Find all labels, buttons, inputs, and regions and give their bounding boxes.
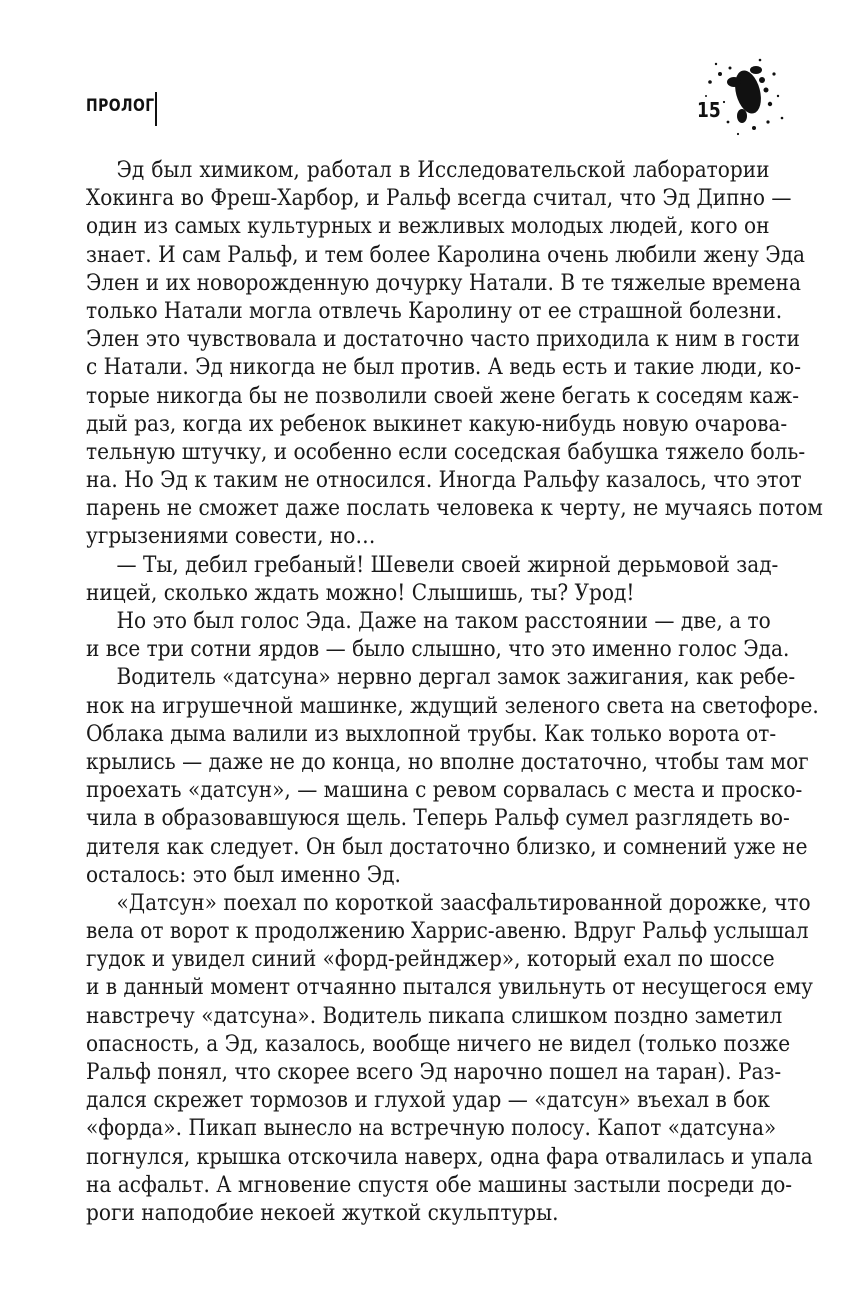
text-line: Эд был химиком, работал в Исследовательской лаборатории [116,157,770,183]
text-line: с Натали. Эд никогда не был против. А ведь есть и такие люди, ко- [86,354,801,381]
text-line: дался скрежет тормозов и глухой удар — «датсун» въехал в бок [86,1087,770,1114]
text-line: гудок и увидел синий «форд-рейнджер», который ехал по шоссе [86,946,775,973]
text-line: крылись — даже не до конца, но вполне достаточно, чтобы там мог [86,748,809,775]
text-line: парень не сможет даже послать человека к черту, не мучаясь потом [86,495,823,522]
text-line: роги наподобие некоей жуткой скульптуры. [86,1199,559,1226]
text-line: вела от ворот к продолжению Харрис-авеню. Вдруг Ральф услышал [86,918,809,945]
text-line: дый раз, когда их ребенок выкинет какую-нибудь новую очарова- [86,410,788,437]
text-line: навстречу «датсуна». Водитель пикапа слишком поздно заметил [86,1002,783,1029]
text-line: один из самых культурных и вежливых молодых людей, кого он [86,213,770,240]
text-line: Облака дыма валили из выхлопной трубы. Как только ворота от- [86,720,777,747]
text-line: знает. И сам Ральф, и тем более Каролина очень любили жену Эда [86,241,805,268]
text-line: опасность, а Эд, казалось, вообще ничего не видел (только позже [86,1030,791,1057]
text-line: Ральф понял, что скорее всего Эд нарочно пошел на таран). Раз- [86,1059,782,1085]
text-line: Хокинга во Фреш-Харбор, и Ральф всегда считал, что Эд Дипно — [86,185,792,212]
text-line: торые никогда бы не позволили своей жене бегать к соседям каж- [86,382,800,409]
text-line: тельную штучку, и особенно если соседская бабушка тяжело боль- [86,438,806,465]
text-line: проехать «датсун», — машина с ревом сорвалась с места и проско- [86,777,803,804]
text-line: «Датсун» поехал по короткой заасфальтированной дорожке, что [116,889,811,916]
text-line: чила в образовавшуюся щель. Теперь Ральф сумел разглядеть во- [86,805,790,832]
text-line: только Натали могла отвлечь Каролину от ее страшной болезни. [86,297,783,324]
text-line: погнулся, крышка отскочила наверх, одна фара отвалилась и упала [86,1143,813,1170]
ink-splatter-icon [690,52,790,142]
text-line: на асфальт. А мгновение спустя обе машины застыли посреди до- [86,1171,793,1198]
text-line: нок на игрушечной машинке, ждущий зеленого света на светофоре. [86,692,819,719]
text-line: «форда». Пикап вынесло на встречную полосу. Капот «датсуна» [86,1115,777,1142]
text-line: Водитель «датсуна» нервно дергал замок зажигания, как ребе- [116,664,796,691]
running-head: ПРОЛОГ [86,96,155,116]
text-line: угрызениями совести, но… [86,523,376,550]
body-text [86,156,823,1227]
text-line: дителя как следует. Он был достаточно близко, и сомнений уже не [86,833,808,860]
text-line: и в данный момент отчаянно пытался увильнуть от несущегося ему [86,974,813,1001]
text-line: ницей, сколько ждать можно! Слышишь, ты? Урод! [86,579,635,606]
text-line: осталось: это был именно Эд. [86,861,401,888]
text-line: и все три сотни ярдов — было слышно, что это именно голос Эда. [86,636,790,663]
text-line: Элен и их новорожденную дочурку Натали. В те тяжелые времена [86,269,801,296]
text-line: Но это был голос Эда. Даже на таком расстоянии — две, а то [116,608,771,634]
header-divider [155,92,157,126]
text-line: Элен это чувствовала и достаточно часто приходила к ним в гости [86,326,800,353]
text-line: — Ты, дебил гребаный! Шевели своей жирной дерьмовой зад- [116,551,779,578]
text-line: на. Но Эд к таким не относился. Иногда Ральфу казалось, что этот [86,467,802,494]
page-number: 15 [697,98,721,122]
